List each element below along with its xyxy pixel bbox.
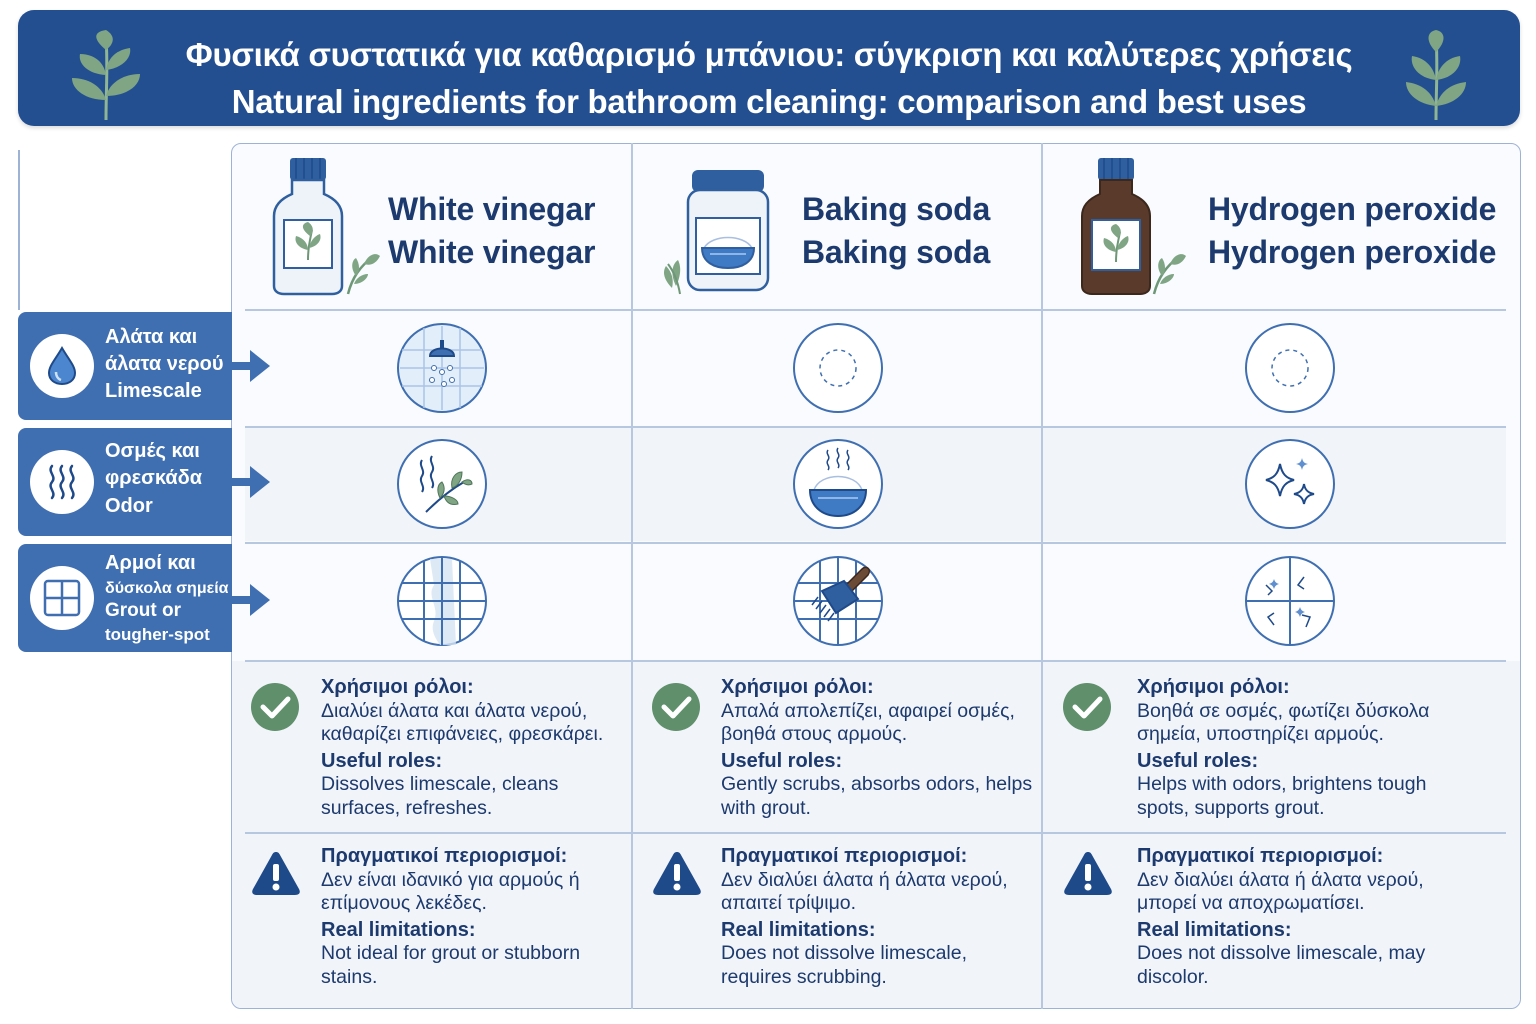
water-drop-icon xyxy=(30,334,94,398)
row-label-line1: Οσμές και xyxy=(105,440,200,462)
check-circle-icon xyxy=(250,682,300,732)
stained-grout-icon xyxy=(396,555,488,647)
useful-heading-english: Useful roles: xyxy=(321,749,443,772)
divider xyxy=(245,660,1506,662)
fresh-scent-leaf-icon xyxy=(396,438,488,530)
useful-text-greek: Διαλύει άλατα και άλατα νερού, καθαρίζει επιφάνειες, φρεσκάρει. xyxy=(321,699,604,745)
limits-text-english: Not ideal for grout or stubborn stains. xyxy=(321,942,581,988)
sparkles-icon xyxy=(1244,438,1336,530)
scrub-brush-icon xyxy=(792,555,884,647)
baking-soda-bowl-icon xyxy=(792,438,884,530)
row-arrow-icon xyxy=(230,350,272,382)
row-label-line1: Αρμοί και xyxy=(105,552,196,574)
row-label-grout xyxy=(18,544,232,652)
limits-text-greek: Δεν διαλύει άλατα ή άλατα νερού, μπορεί να αποχρωματίσει. xyxy=(1137,868,1424,914)
empty-dashed-circle-icon xyxy=(792,322,884,414)
row-label-line3: Grout or xyxy=(105,600,181,621)
peroxide-bottle-icon xyxy=(1078,156,1190,296)
empty-dashed-circle-icon xyxy=(1244,322,1336,414)
limits-heading-english: Real limitations: xyxy=(1137,918,1292,941)
useful-heading-greek: Χρήσιμοι ρόλοι: xyxy=(721,676,874,698)
column-divider xyxy=(631,143,633,1009)
column-divider xyxy=(1041,143,1043,1009)
useful-text-english: Dissolves limescale, cleans surfaces, refreshes. xyxy=(321,773,559,819)
useful-text-english: Helps with odors, brightens tough spots, supports grout. xyxy=(1137,773,1427,819)
limits-heading-english: Real limitations: xyxy=(321,918,476,941)
warning-triangle-icon xyxy=(651,849,703,897)
row-label-limescale xyxy=(18,312,232,420)
column-title-line2: Baking soda xyxy=(802,234,991,270)
useful-heading-greek: Χρήσιμοι ρόλοι: xyxy=(321,676,474,698)
column-title-line2: White vinegar xyxy=(388,234,596,270)
baking-soda-jar-icon xyxy=(650,168,776,296)
divider xyxy=(245,832,1506,834)
row-label-line2: άλατα νερού xyxy=(105,353,224,375)
check-circle-icon xyxy=(1062,682,1112,732)
row-label-line4: tougher-spot xyxy=(105,625,210,644)
row-label-line2: δύσκολα σημεία xyxy=(105,580,229,597)
limits-heading-greek: Πραγματικοί περιορισμοί: xyxy=(1137,845,1384,867)
leaf-sprig-icon xyxy=(1396,30,1476,122)
row-arrow-icon xyxy=(230,584,272,616)
row-label-odor xyxy=(18,428,232,536)
row-label-line1: Αλάτα και xyxy=(105,326,198,348)
column-title-line1: Baking soda xyxy=(802,191,991,227)
page-title-english: Natural ingredients for bathroom cleaning: comparison and best uses xyxy=(231,83,1307,120)
limits-heading-english: Real limitations: xyxy=(721,918,876,941)
vinegar-bottle-icon xyxy=(268,156,384,296)
row-label-line3: Odor xyxy=(105,495,153,517)
limits-heading-greek: Πραγματικοί περιορισμοί: xyxy=(721,845,968,867)
odor-waves-icon xyxy=(30,450,94,514)
limits-text-greek: Δεν διαλύει άλατα ή άλατα νερού, απαιτεί τρίψιμο. xyxy=(721,868,1008,914)
divider xyxy=(245,542,1506,544)
warning-triangle-icon xyxy=(1062,849,1114,897)
page-title-greek: Φυσικά συστατικά για καθαρισμό μπάνιου: σύγκριση και καλύτερες χρήσεις xyxy=(185,36,1353,73)
tile-grid-icon xyxy=(30,566,94,630)
cracked-tile-icon xyxy=(1244,555,1336,647)
divider xyxy=(245,309,1506,311)
limits-text-greek: Δεν είναι ιδανικό για αρμούς ή επίμονους λεκέδες. xyxy=(321,868,580,914)
useful-text-greek: Απαλά απολεπίζει, αφαιρεί οσμές, βοηθά στους αρμούς. xyxy=(721,699,1015,745)
useful-heading-english: Useful roles: xyxy=(721,749,843,772)
limits-heading-greek: Πραγματικοί περιορισμοί: xyxy=(321,845,568,867)
row-label-line3: Limescale xyxy=(105,380,202,402)
row-arrow-icon xyxy=(230,466,272,498)
useful-text-greek: Βοηθά σε οσμές, φωτίζει δύσκολα σημεία, υποστηρίζει αρμούς. xyxy=(1137,699,1430,745)
header-banner xyxy=(18,10,1520,126)
row-label-line2: φρεσκάδα xyxy=(105,467,203,489)
useful-text-english: Gently scrubs, absorbs odors, helps with grout. xyxy=(721,773,1033,819)
frame-left-line xyxy=(18,150,20,310)
divider xyxy=(245,426,1506,428)
warning-triangle-icon xyxy=(250,849,302,897)
column-title-line2: Hydrogen peroxide xyxy=(1208,234,1497,270)
column-title-line1: Hydrogen peroxide xyxy=(1208,191,1497,227)
shower-on-tiles-icon xyxy=(396,322,488,414)
useful-heading-greek: Χρήσιμοι ρόλοι: xyxy=(1137,676,1290,698)
useful-heading-english: Useful roles: xyxy=(1137,749,1259,772)
limits-text-english: Does not dissolve limescale, requires scrubbing. xyxy=(721,942,968,988)
limits-text-english: Does not dissolve limescale, may discolor. xyxy=(1137,942,1426,988)
column-title-line1: White vinegar xyxy=(388,191,596,227)
check-circle-icon xyxy=(651,682,701,732)
